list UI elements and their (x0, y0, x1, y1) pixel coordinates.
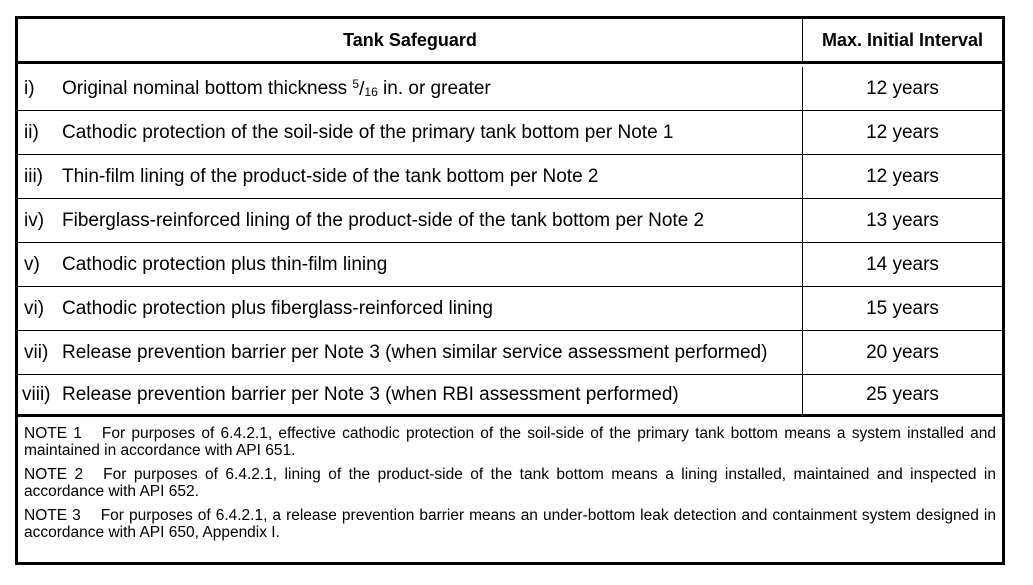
notes-section (18, 417, 1002, 562)
row-description: Cathodic protection of the soil-side of the primary tank bottom per Note 1 (62, 121, 674, 143)
fraction: $^5/_{16}$ (352, 76, 378, 100)
row-number: i) (24, 77, 35, 99)
table-row (18, 331, 1002, 375)
row-interval: 12 years (866, 121, 939, 143)
note-3 (24, 507, 996, 541)
table-row (18, 199, 1002, 243)
table-row (18, 287, 1002, 331)
table-row (18, 243, 1002, 287)
row-number: iii) (24, 165, 43, 187)
row-interval: 15 years (866, 297, 939, 319)
row-description: Release prevention barrier per Note 3 (when similar service assessment performed) (62, 341, 768, 363)
safeguard-table (15, 16, 1005, 565)
row-description: Cathodic protection plus fiberglass-reinforced lining (62, 297, 493, 319)
row-description: Thin-film lining of the product-side of the tank bottom per Note 2 (62, 165, 599, 187)
row-interval: 12 years (866, 77, 939, 99)
row-interval: 14 years (866, 253, 939, 275)
row-description: Release prevention barrier per Note 3 (when RBI assessment performed) (62, 383, 679, 405)
row-interval: 13 years (866, 209, 939, 231)
header-tank-safeguard: Tank Safeguard (18, 19, 803, 61)
table-row (18, 155, 1002, 199)
note-text: For purposes of 6.4.2.1, effective cathodic protection of the soil-side of the primary tank bottom means a system installed and maintained in accordance with API 651. (24, 425, 997, 459)
table-row (18, 111, 1002, 155)
row-description: Fiberglass-reinforced lining of the product-side of the tank bottom per Note 2 (62, 209, 705, 231)
row-interval: 12 years (866, 165, 939, 187)
table-row (18, 375, 1002, 417)
note-text: For purposes of 6.4.2.1, a release prevention barrier means an under-bottom leak detection and containment system designed in accordance with API 650, Appendix I. (24, 507, 996, 541)
table-header-row (18, 19, 1002, 64)
note-label: NOTE 2 (24, 466, 84, 483)
row-description: Original nominal bottom thickness $^5/_{16}$ in. or greater (62, 76, 491, 100)
row-number: vi) (24, 297, 45, 319)
note-label: NOTE 1 (24, 425, 82, 442)
row-number: ii) (24, 121, 39, 143)
row-interval: 20 years (866, 341, 939, 363)
header-max-initial-interval: Max. Initial Interval (821, 29, 984, 50)
note-2 (24, 466, 996, 500)
note-1 (24, 425, 996, 459)
row-number: iv) (24, 209, 45, 231)
row-number: vii) (24, 341, 49, 363)
note-label: NOTE 3 (24, 507, 81, 524)
table-row (18, 67, 1002, 111)
row-description: Cathodic protection plus thin-film lining (62, 253, 388, 275)
row-interval: 25 years (866, 383, 939, 405)
note-text: For purposes of 6.4.2.1, lining of the product-side of the tank bottom means a lining installed, maintained and inspected in accordance with API 652. (24, 466, 996, 500)
row-number: viii) (22, 383, 51, 405)
row-number: v) (24, 253, 40, 275)
